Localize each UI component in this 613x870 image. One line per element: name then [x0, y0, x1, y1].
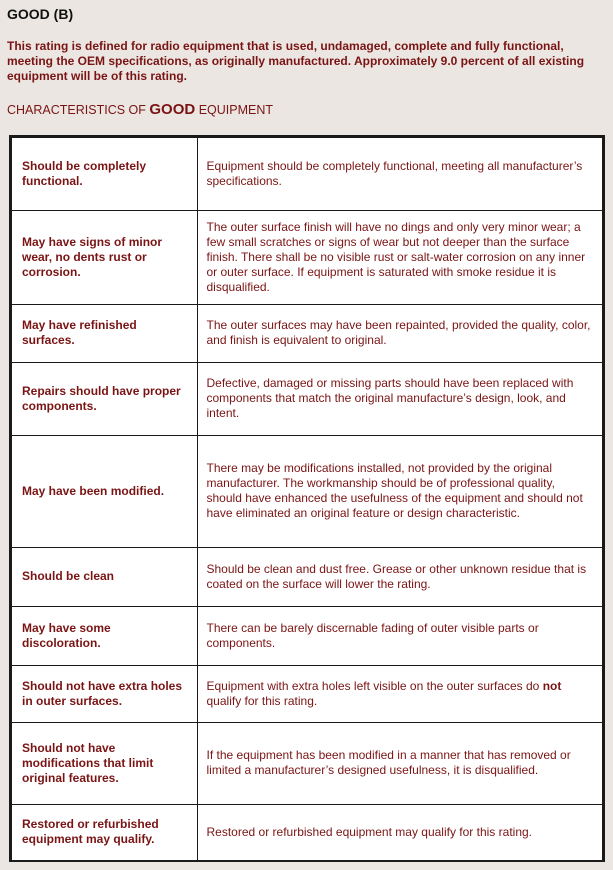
- row-description: Restored or refurbished equipment may qualify for this rating.: [197, 804, 602, 860]
- table-row: [12, 804, 602, 860]
- table-row: [12, 304, 602, 362]
- intro-paragraph: This rating is defined for radio equipment that is used, undamaged, complete and fully functional, meeting the OEM specifications, as originally manufactured. Approximately 9.0 percent of all existing equipment will be of this rating.: [7, 39, 585, 83]
- row-label: Should be completely functional.: [12, 138, 197, 210]
- row-description: The outer surface finish will have no dings and only very minor wear; a few small scratches or signs of wear but not deeper than the surface finish. There shall be no visible rust or salt-water corrosion on any inner or outer surface. If equipment is saturated with smoke residue it is disqualified.: [197, 210, 602, 304]
- row-label: May have signs of minor wear, no dents rust or corrosion.: [12, 210, 197, 304]
- row-description: Equipment should be completely functional, meeting all manufacturer’s specifications.: [197, 138, 602, 210]
- row-description: There may be modifications installed, not provided by the original manufacturer. The workmanship should be of professional quality, should have enhanced the usefulness of the equipment and should not have eliminated an original feature or design characteristic.: [197, 435, 602, 547]
- table-row: [12, 138, 602, 210]
- page-title: GOOD (B): [7, 6, 74, 22]
- row-label: Repairs should have proper components.: [12, 362, 197, 435]
- row-description: If the equipment has been modified in a manner that has removed or limited a manufacturer’s designed usefulness, it is disqualified.: [197, 722, 602, 804]
- section-heading: [7, 101, 273, 118]
- table-row: [12, 722, 602, 804]
- row-label: Restored or refurbished equipment may qualify.: [12, 804, 197, 860]
- heading-emphasis: GOOD: [149, 101, 196, 118]
- table-row: [12, 362, 602, 435]
- row-description: Defective, damaged or missing parts should have been replaced with components that match the original manufacture’s design, look, and intent.: [197, 362, 602, 435]
- row-description-emphasis: not: [542, 678, 562, 693]
- row-label: May have been modified.: [12, 435, 197, 547]
- table-row: [12, 665, 602, 722]
- row-label: Should be clean: [12, 547, 197, 606]
- row-description: There can be barely discernable fading of outer visible parts or components.: [197, 606, 602, 665]
- table-row: [12, 606, 602, 665]
- row-label: Should not have modifications that limit original features.: [12, 722, 197, 804]
- row-description: Should be clean and dust free. Grease or other unknown residue that is coated on the surface will lower the rating.: [197, 547, 602, 606]
- row-label: Should not have extra holes in outer surfaces.: [12, 665, 197, 722]
- table-row: [12, 210, 602, 304]
- row-label: May have some discoloration.: [12, 606, 197, 665]
- table-row: [12, 547, 602, 606]
- heading-suffix: EQUIPMENT: [198, 103, 274, 117]
- heading-prefix: CHARACTERISTICS OF: [7, 103, 146, 117]
- row-description: [197, 665, 602, 722]
- table-row: [12, 435, 602, 547]
- characteristics-table: [9, 135, 605, 862]
- row-description-part: qualify for this rating.: [206, 693, 318, 708]
- row-description: The outer surfaces may have been repainted, provided the quality, color, and finish is equivalent to original.: [197, 304, 602, 362]
- row-label: May have refinished surfaces.: [12, 304, 197, 362]
- row-description-part: Equipment with extra holes left visible on the outer surfaces do: [206, 678, 543, 693]
